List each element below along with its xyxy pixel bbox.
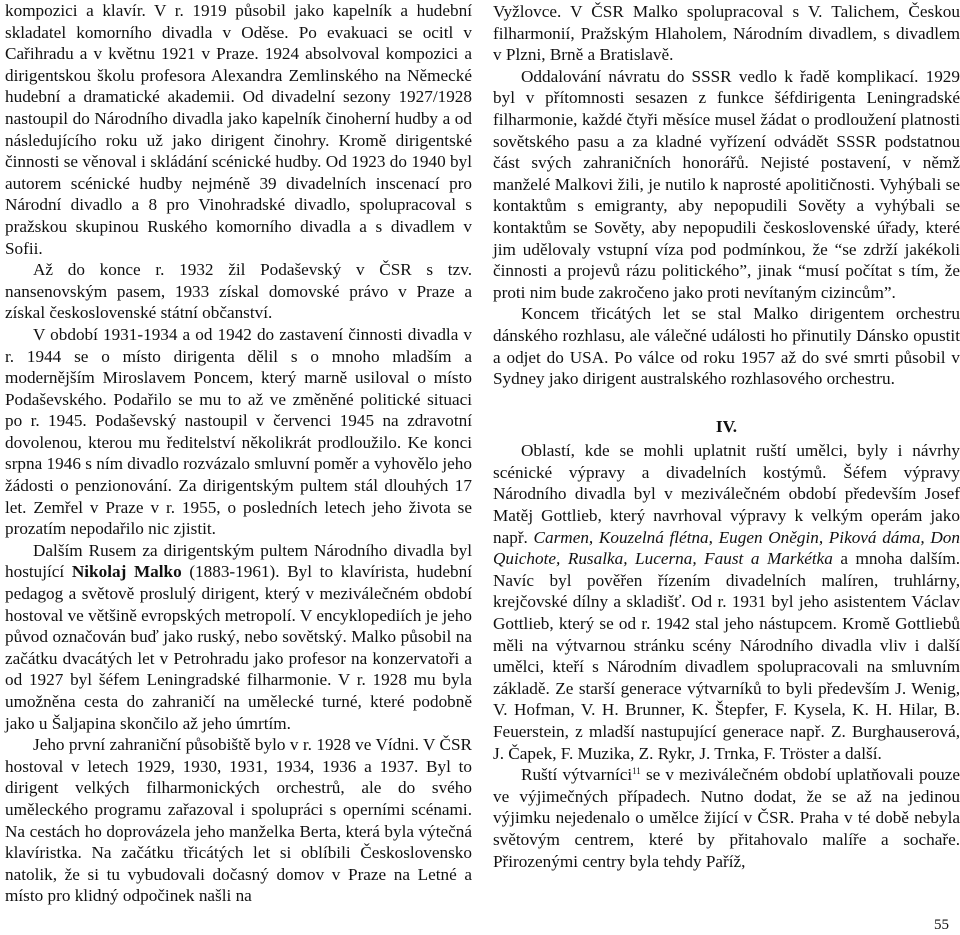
paragraph (5, 540, 472, 734)
text-run: Dalším Rusem za dirigentským pultem Národního divadla byl hostující (5, 540, 472, 582)
paragraph: Vyžlovce. V ČSR Malko spolupracoval s V. Talichem, Českou filharmonií, Pražským Hlaholem, Národním divadlem, s divadlem v Plzni, Brně a Bratislavě. (493, 2, 960, 65)
paragraph: Jeho první zahraniční působiště bylo v r. 1928 ve Vídni. V ČSR hostoval v letech 1929, 1930, 1931, 1934, 1936 a 1937. Byl to dirigent velkých filharmonických orchestrů, ale do svého uměleckého programu zařazoval i spolupráci s operními scénami. Na cestách ho doprovázela jeho manželka Berta, která byla výtečná klavíristka. Na začátku třicátých let si oblíbili Československo natolik, že si tu vybudovali dočasný domov v Praze na Letné a místo pro klidný odpočinek našli na (5, 735, 472, 906)
text-run: a mnoha dalším. Navíc byl pověřen řízením divadelních malíren, truhlárny, krejčovské dílny a skladišť. Od r. 1931 byl jeho asistentem Václav Gottlieb, který se od r. 1942 stal jeho nástupcem. Kromě Gottliebů měli na výtvarnou stránku scény Národního divadla vliv i další umělci, kteří s Národním divadlem spolupracovali na smluvním základě. Ze starší generace výtvarníků to byli především J. Wenig, V. Hofman, V. H. Brunner, K. Štepfer, F. Kysela, K. H. Hilar, B. Feuerstein, z mladší nastupující generace např. Z. Burghauserová, J. Čapek, F. Muzika, Z. Rykr, J. Trnka, F. Tröster a další. (493, 549, 960, 763)
paragraph: Až do konce r. 1932 žil Podaševský v ČSR s tzv. nansenovským pasem, 1933 získal domovské právo v Praze a získal československé státní občanství. (5, 260, 472, 323)
page-number: 55 (934, 917, 949, 933)
person-name: Nikolaj Malko (71, 562, 182, 582)
text-run: se v meziválečném období uplatňovali pouze ve výjimečných případech. Nutno dodat, že se až na jedinou výjimku nejedenalo o umělce žijící v ČSR. Praha v té době nebyla světovým centrem, které by přitahovalo malíře a sochaře. Přirozenými centry byla tehdy Paříž, (493, 765, 960, 871)
paragraph: kompozici a klavír. V r. 1919 působil jako kapelník a hudební skladatel komorního divadla v Oděse. Po evakuaci se ocitl v Cařihradu a v květnu 1921 v Praze. 1924 absolvoval kompozici a dirigentskou školu profesora Alexandra Zemlinského na Německé hudební a dramatické akademii. Od divadelní sezony 1927/1928 nastoupil do Národního divadla jako kapelník činoherní hudby a od následujícího roku už jako dirigent činohry. Kromě dirigentské činnosti se věnoval i skládání scénické hudby. Od 1923 do 1940 byl autorem scénické hudby nejméně 39 divadelních inscenací pro Národní divadlo a 8 pro Vinohradské divadlo, spolupracoval s pražskou skupinou Ruského komorního divadla a s divadlem v Sofii. (5, 1, 472, 258)
paragraph (493, 764, 960, 872)
paragraph: Oddalování návratu do SSSR vedlo k řadě komplikací. 1929 byl v přítomnosti sesazen z funkce šéfdirigenta Leningradské filharmonie, každé čtyři měsíce musel žádat o prodloužení platnosti sovětského pasu a za kladné vyřízení odvádět SSSR podstatnou část svých zahraničních honorářů. Nejisté postavení, v němž manželé Malkovi žili, je nutilo k naprosté apolitičnosti. Vyhýbali se kontaktům s emigranty, aby nepopudili Sověty a vyhýbali se kontaktům se Sověty, aby nepopudili československé úřady, které jim udělovaly vstupní víza pod podmínkou, že “se zdrží jakékoli činnosti a projevů rázu politického”, jinak “musí počítat s tím, že proti nim bude zakročeno jako proti nevítaným cizincům”. (493, 66, 960, 302)
section-heading: IV. (715, 416, 738, 436)
text-run: Oblastí, kde se mohli uplatnit ruští umělci, byly i návrhy scénické výpravy a divadelních kostýmů. Šéfem výpravy Národního divadla byl v meziválečném období především Josef Matěj Gottlieb, který navrhoval výpravy k velkým operám jako např. (493, 441, 960, 547)
footnote-marker: 11 (632, 766, 641, 777)
text-run: Ruští výtvarníci (521, 765, 633, 785)
left-column (5, 0, 472, 907)
right-column (493, 1, 960, 872)
opera-titles: Carmen, Kouzelná flétna, Eugen Oněgin, Piková dáma, Don Quichote, Rusalka, Lucerna, Faust a Markétka (493, 527, 960, 569)
text-run: (1883-1961). Byl to klavírista, hudební pedagog a světově proslulý dirigent, který v meziválečném období hostoval ve většině evropských metropolí. V encyklopediích je jeho původ označován buď jako ruský, nebo sovětský. Malko působil na začátku dvacátých let v Petrohradu jako profesor na konzervatoři a od 1927 byl šéfem Leningradské filharmonie. V r. 1928 mu byla umožněna cesta do zahraničí na umělecké turné, které podobně jako u Šaljapina skončilo až jeho úmrtím. (5, 562, 472, 733)
paragraph: Koncem třicátých let se stal Malko dirigentem orchestru dánského rozhlasu, ale válečné události ho přinutily Dánsko opustit a odjet do USA. Po válce od roku 1957 až do své smrti působil v Sydney jako dirigent australského rozhlasového orchestru. (493, 304, 960, 389)
paragraph: V období 1931-1934 a od 1942 do zastavení činnosti divadla v r. 1944 se o místo dirigenta dělil s o mnoho mladším a modernějším Miroslavem Poncem, který marně usiloval o místo Podaševského. Podařilo se mu to až ve změněné politické situaci po r. 1945. Podaševský nastoupil v červenci 1945 na zdravotní dovolenou, kterou mu ředitelství několikrát prodloužilo. Ke konci srpna 1946 s ním divadlo rozvázalo smluvní poměr a vyhovělo jeho žádosti o penzionování. Za dirigentským pultem stál dlouhých 17 let. Zemřel v Praze v r. 1955, o posledních letech jeho života se prozatím nepodařilo nic zjistit. (5, 324, 472, 539)
paragraph (493, 440, 960, 764)
